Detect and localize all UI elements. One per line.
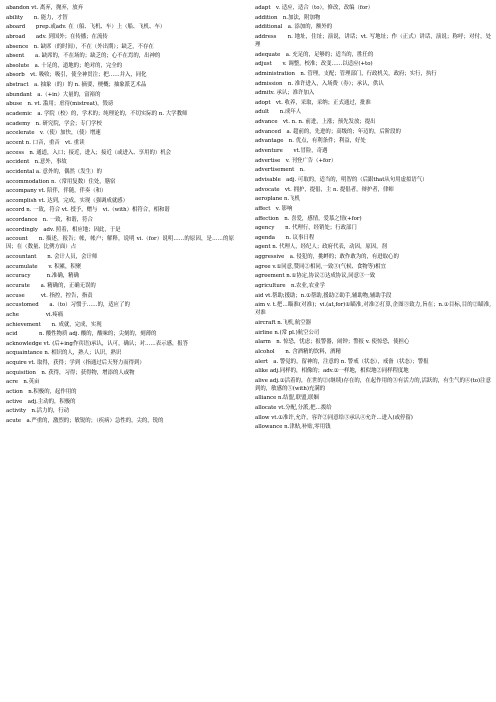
- vocabulary-entry: advantage n. 优点，有利条件；利益，好处: [255, 138, 366, 145]
- vocabulary-entry: advertisement n.: [255, 167, 305, 174]
- vocabulary-entry: aid vt.帮助;援助；n.①帮助,援助②助手,辅助物,辅助手段: [255, 292, 392, 299]
- vocabulary-entry: accord n. 一致，符合 vt. 授予，赠与 vi.（with）相符合，相和谐: [6, 207, 170, 214]
- vocabulary-entry: accommodation n.（常用复数）住处，膳宿: [6, 178, 116, 185]
- vocabulary-entry: ability n. 能力，才智: [6, 14, 68, 21]
- right-column: [255, 4, 491, 433]
- vocabulary-entry: abundant a.（+in）大量的，富裕的: [6, 91, 101, 98]
- vocabulary-entry: addition n.加法，附加物: [255, 14, 321, 21]
- vocabulary-entry: accomplish vt. 达到，完成，实现（强调成就感）: [6, 197, 128, 204]
- vocabulary-entry: acquisition n. 获得，习得；获得物，增添的人或物: [6, 369, 135, 376]
- vocabulary-entry: accuracy n.准确，精确: [6, 273, 79, 280]
- vocabulary-entry: aim v. t.把…瞄准(对准)；vi.(at,for)①瞄准,对准②打算,企图③致力,旨在；n.①目标,目的②瞄准,对准: [255, 302, 491, 317]
- vocabulary-entry: adventure vt.冒险，奇遇: [255, 148, 328, 155]
- vocabulary-entry: adult n.成年人: [255, 109, 302, 116]
- vocabulary-entry: aggressive a. 侵犯的，挑衅的；敢作敢为的，有进取心的: [255, 254, 399, 261]
- vocabulary-entry: allow vt.①准许,允许，容许②同意给③承认④允许…进入(或停留): [255, 414, 413, 421]
- vocabulary-entry: alive adj.①活着的，在世的②(继续)存在的，在起作用的③有活力的,活跃的，有生气的④(to)注意到的，敏感的⑤(with)充满的: [255, 377, 491, 392]
- vocabulary-entry: abandon vt. 离弃，抛弃，放弃: [6, 5, 83, 11]
- vocabulary-entry: aircraft n.飞机,航空器: [255, 319, 312, 326]
- vocabulary-entry: alike adj.同样的，相像的；adv.①一样地，相似地②同样程度地: [255, 368, 409, 375]
- vocabulary-entry: accent n. 口音，重音 vt. 重读: [6, 139, 85, 146]
- vocabulary-entry: agreement n.①协定,协议②达成协议,同意③一致: [255, 273, 376, 280]
- vocabulary-entry: alcohol n. 含酒精的饮料，酒精: [255, 348, 341, 355]
- vocabulary-entry: allowance n.津贴,补贴,零用钱: [255, 424, 331, 431]
- vocabulary-entry: account n. 描述，报告；帐，帐户；解释，说明 vi.（for）说明……的原因，是……的原因；在（数量、比例方面）占: [6, 236, 234, 251]
- vocabulary-entry: acre n.英亩: [6, 379, 40, 386]
- vocabulary-entry: address n. 地址，住址；演说，讲话；vt. 写地址；作（正式）讲话，演说；称呼；对付，处理: [255, 33, 491, 48]
- vocabulary-entry: airline n.(常 pl.)航空公司: [255, 329, 320, 336]
- vocabulary-entry: accountant n. 会计人员，会计师: [6, 254, 98, 261]
- vocabulary-entry: action n.积极的，起作用的: [6, 389, 77, 396]
- vocabulary-entry: adopt vt. 收养，采取，采纳；正式通过，批准: [255, 99, 371, 106]
- left-column: [6, 4, 234, 427]
- vocabulary-entry: allocate vt.分配,分派,把…拨给: [255, 405, 332, 412]
- vocabulary-entry: active adj.主动的，积极的: [6, 398, 76, 405]
- vocabulary-entry: agenda n. 议事日程: [255, 234, 315, 241]
- vocabulary-entry: abstract a. 抽象（的）的 n. 摘要，梗概；抽象派艺术品: [6, 82, 147, 89]
- vocabulary-entry: abuse n. vt. 滥用；虐待(mistreat)，毁谤: [6, 101, 114, 108]
- vocabulary-entry: affection n. 喜爱，感情，爱慕之情(+for): [255, 215, 362, 222]
- vocabulary-entry: alliance n.结盟,联盟,联姻: [255, 395, 319, 402]
- vocabulary-entry: academic a. 学院（校）的，学术的；纯理论的，不切实际的 n. 大学教师: [6, 111, 188, 118]
- vocabulary-entry: absorb vt. 吸收；吸引，使全神贯注；把……并入，同化: [6, 72, 147, 79]
- vocabulary-entry: absent a. 缺席的，不在场的；缺乏的；心不在焉的，出神的: [6, 53, 161, 60]
- vocabulary-entry: acknowledge vt. (后+ing作宾语)承认，认可，确认；对……表示感，报答: [6, 340, 189, 347]
- vocabulary-entry: alarm n. 惊恐，忧虑；报警器，闹钟；警报 v. 使惊恐，使担心: [255, 339, 410, 346]
- vocabulary-entry: accumulate v. 积累，积聚: [6, 263, 82, 270]
- vocabulary-entry: accelerate v.（使）加快，（使）增速: [6, 130, 101, 137]
- vocabulary-entry: advisable adj. 可取的，适当的，明智的（后跟that从句用虚拟语气）: [255, 176, 428, 183]
- vocabulary-entry: access n. 通道，入口；接近，进入；接近（或进入、享用的）机会: [6, 149, 172, 156]
- vocabulary-entry: accompany vt. 陪伴，伴随，伴奏（和）: [6, 188, 107, 195]
- vocabulary-entry: accidental a. 意外的，偶然（发生）的: [6, 168, 102, 175]
- vocabulary-entry: acid n. 酸性物质 adj. 酸的，酸味的；尖刻的，刻薄的: [6, 331, 157, 338]
- vocabulary-entry: additional a. 添加的，额外的: [255, 24, 333, 31]
- vocabulary-entry: accordingly adv. 照着，相应地；因此，于是: [6, 226, 121, 233]
- vocabulary-entry: affect v. 影响: [255, 205, 293, 212]
- vocabulary-entry: acquire vt. 取得，获得；学到（指通过后天努力而得到）: [6, 360, 145, 367]
- vocabulary-entry: admission n. 准许进入，入场费（券）；承认，供认: [255, 80, 384, 87]
- vocabulary-entry: activity n.活力的，行动: [6, 408, 70, 415]
- vocabulary-entry: adjust v. 调整，校准；改变……以适应(+to): [255, 61, 373, 68]
- vocabulary-entry: admitv. 承认；准许加入: [255, 90, 315, 97]
- vocabulary-entry: adequate a. 充足的，足够的；适当的，胜任的: [255, 51, 374, 58]
- vocabulary-entry: aeroplane n.飞机: [255, 196, 300, 203]
- vocabulary-entry: aboard prep.或adv. 在（船、飞机、车）上（船、飞机、车）: [6, 24, 166, 31]
- vocabulary-entry: advance vt. n. n. 前进，上涨；预先发放；提出: [255, 119, 376, 126]
- vocabulary-entry: accuse vt. 指控，控告，指责: [6, 292, 93, 299]
- vocabulary-entry: abroad adv. 到国外；在传播；在流传: [6, 33, 108, 40]
- vocabulary-entry: advocate vt. 拥护，提倡，主 n. 提倡者，辩护者，律师: [255, 186, 394, 193]
- vocabulary-entry: agency n. 代理行，经销处；行政部门: [255, 225, 357, 232]
- vocabulary-entry: ache vi.疼痛: [6, 311, 64, 318]
- vocabulary-entry: accident n.意外，事故: [6, 159, 67, 166]
- vocabulary-entry: academy n. 研究院，学会；专门学校: [6, 120, 102, 127]
- vocabulary-entry: accordance n. 一致，和谐，符合: [6, 217, 93, 224]
- vocabulary-entry: agriculture n.农业,农业学: [255, 282, 325, 289]
- vocabulary-entry: acute a.严重的，激烈的；敏锐的；（疾病）急性的，尖的，锐的: [6, 417, 164, 424]
- vocabulary-entry: adapt v. 适应，适合（to），修改，改编（for）: [255, 5, 374, 11]
- vocabulary-entry: administration n. 管理，支配；管理部门，行政机关，政府；实行，执行: [255, 70, 437, 77]
- vocabulary-entry: advertise v. 刊登广告（+for）: [255, 157, 337, 164]
- vocabulary-entry: absolute a. 十足的，道地的；绝对的，完全的: [6, 62, 123, 69]
- vocabulary-entry: achievement n. 成就，完成，实现: [6, 321, 102, 328]
- vocabulary-entry: acquaintance n. 相识的人，熟人；认识，熟识: [6, 350, 122, 357]
- vocabulary-entry: accurate a. 精确的，正确无误的: [6, 282, 96, 289]
- vocabulary-entry: agent n. 代理人，经纪人；政府代表，动因，原因，剂: [255, 244, 387, 251]
- vocabulary-entry: advanced a. 超前的，先进的；高级的；年迈的，后阶段的: [255, 128, 401, 135]
- vocabulary-entry: agree v.①同意,赞同②相同,一致③(气候、食物等)相宜: [255, 263, 386, 270]
- vocabulary-entry: alert a. 警觉的，留神的，注意的 n. 警戒（状态），戒备（状态）；警报: [255, 358, 429, 365]
- vocabulary-entry: accustomed a.（to）习惯于……的，适应了的: [6, 302, 130, 309]
- vocabulary-entry: absence n. 缺席（的时间），不在（外出期）；缺乏，不存在: [6, 43, 154, 50]
